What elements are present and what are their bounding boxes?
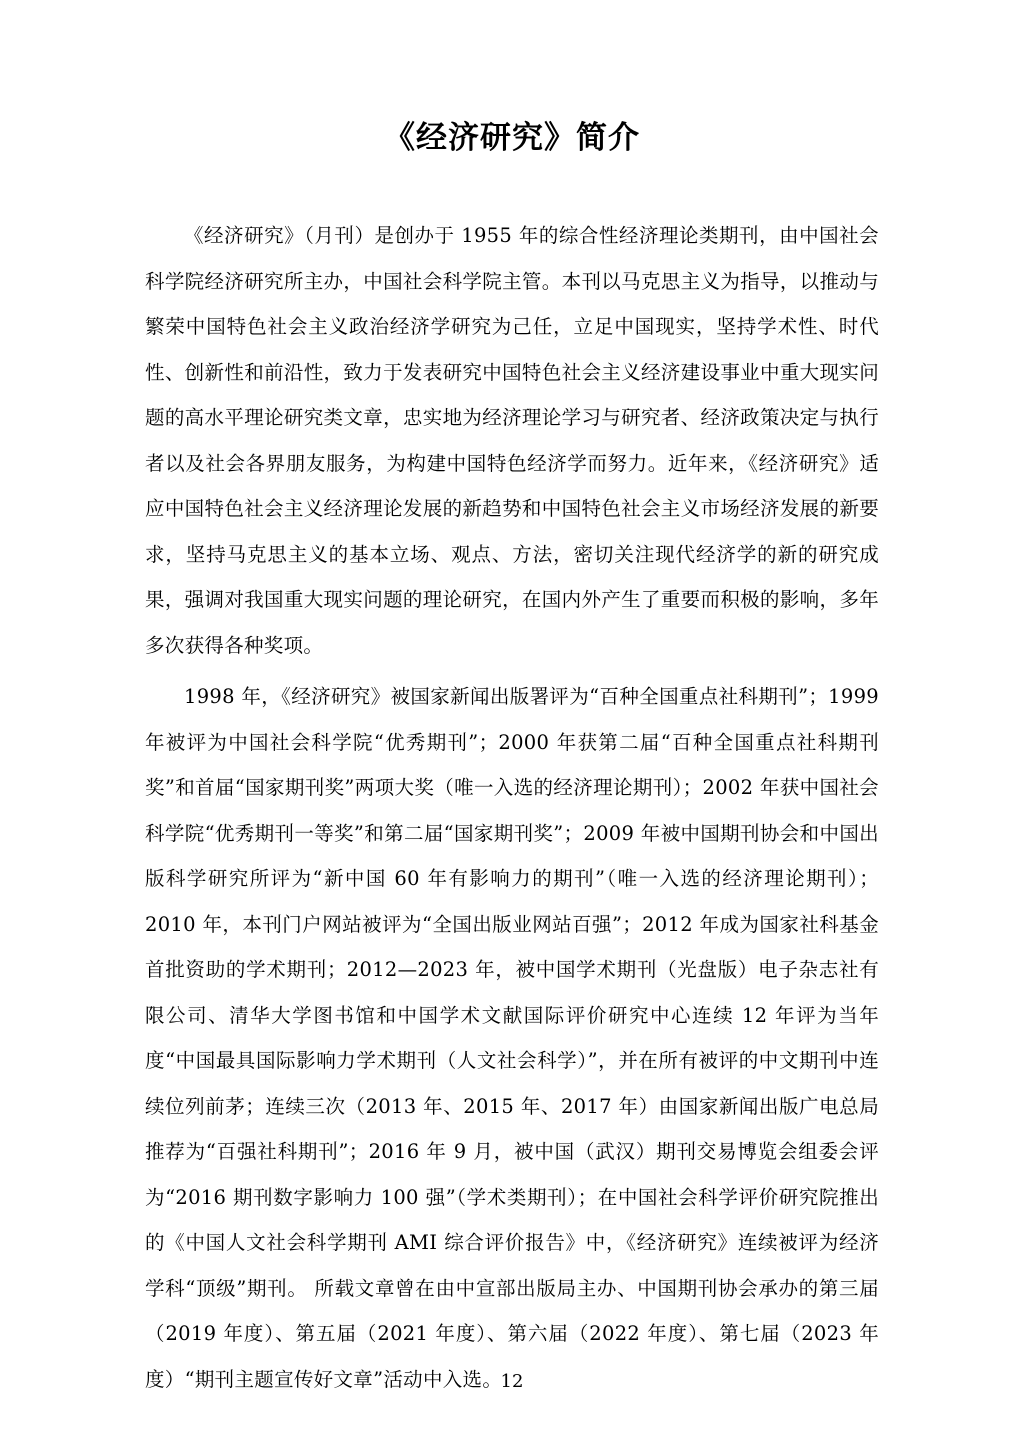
page-number: 12 [500, 1371, 524, 1392]
page-title: 《经济研究》简介 [384, 120, 640, 156]
paragraph-awards-history: 1998 年，《经济研究》被国家新闻出版署评为“百种全国重点社科期刊”；1999 年被评为中国社会科学院“优秀期刊”；2000 年获第二届“百种全国重点社科期刊奖”和首届“国家期刊奖”两项大奖（唯一入选的经济理论期刊）；2002 年获中国社会科学院“优秀期刊一等奖”和第二届“国家期刊奖”；2009 年被中国期刊协会和中国出版科学研究所评为“新中国 60 年有影响力的期刊”（唯一入选的经济理论期刊）；2010 年，本刊门户网站被评为“全国出版业网站百强”；2012 年成为国家社科基金首批资助的学术期刊；2012—2023 年，被中国学术期刊（光盘版）电子杂志社有限公司、清华大学图书馆和中国学术文献国际评价研究中心连续 12 年评为当年度“中国最具国际影响力学术期刊（人文社会科学）”，并在所有被评的中文期刊中连续位列前茅；连续三次（2013 年、2015 年、2017 年）由国家新闻出版广电总局推荐为“百强社科期刊”；2016 年 9 月，被中国（武汉）期刊交易博览会组委会评为“2016 期刊数字影响力 100 强”（学术类期刊）；在中国社会科学评价研究院推出的《中国人文社会科学期刊 AMI 综合评价报告》中，《经济研究》连续被评为经济学科“顶级”期刊。 所载文章曾在由中宣部出版局主办、中国期刊协会承办的第三届（2019 年度）、第五届（2021 年度）、第六届（2022 年度）、第七届（2023 年度）“期刊主题宣传好文章”活动中入选。 [145, 685, 879, 1391]
paragraph-journal-overview: 《经济研究》（月刊）是创办于 1955 年的综合性经济理论类期刊，由中国社会科学院经济研究所主办，中国社会科学院主管。本刊以马克思主义为指导，以推动与繁荣中国特色社会主义政治经济学研究为己任，立足中国现实，坚持学术性、时代性、创新性和前沿性，致力于发表研究中国特色社会主义经济建设事业中重大现实问题的高水平理论研究类文章，忠实地为经济理论学习与研究者、经济政策决定与执行者以及社会各界朋友服务，为构建中国特色经济学而努力。近年来，《经济研究》适应中国特色社会主义经济理论发展的新趋势和中国特色社会主义市场经济发展的新要求，坚持马克思主义的基本立场、观点、方法，密切关注现代经济学的新的研究成果，强调对我国重大现实问题的理论研究，在国内外产生了重要而积极的影响，多年多次获得各种奖项。 [145, 224, 879, 657]
